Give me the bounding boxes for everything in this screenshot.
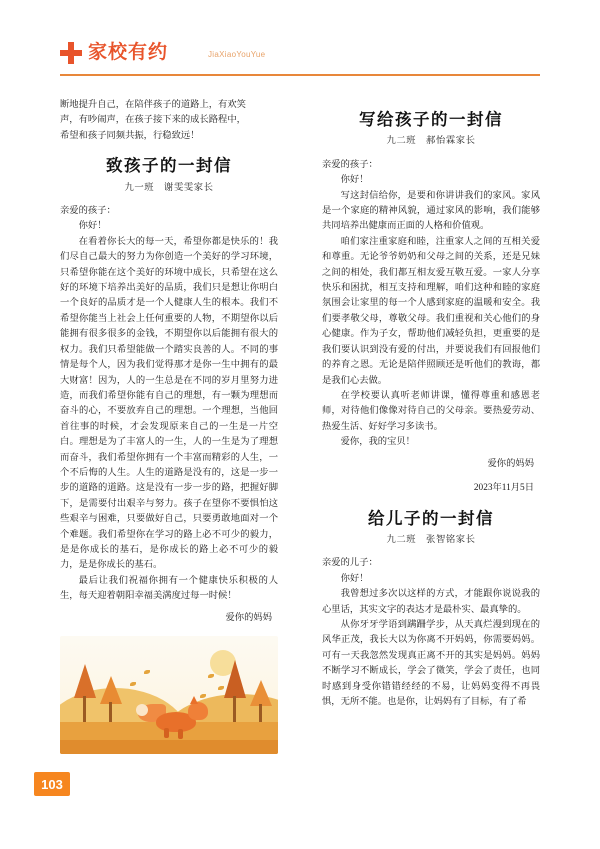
header-title: 家校有约 [88, 41, 169, 63]
autumn-fox-illustration [60, 636, 278, 754]
salutation: 亲爱的儿子： [322, 558, 378, 569]
right-column [322, 98, 540, 711]
article-byline-letter-to-son: 九二班 张智铭家长 [386, 535, 476, 546]
article-paragraph: 咱们家注重家庭和睦，注重家人之间的互相关爱和尊重。无论爷爷奶奶和父母之间的关系，还是兄妹之间的相处，我们都互相友爱互敬互爱。一家人分享快乐和困扰，相互支持和理解，咱们这种和睦的家庭氛围会让家里的每一个人感到家庭的温暖和安全。我们要孝敬父母，尊敬父母。我们重视和关心他们的身心健康。作为子女，帮助他们减轻负担，更重要的是我们要认识到没有爱的付出，并要说我们有回报他们的养育之恩。无论是陪伴照顾还是听他们的教诲，都是我们心去做。 [322, 236, 540, 386]
salutation: 亲爱的孩子： [322, 159, 378, 170]
left-column [60, 98, 278, 660]
article-paragraph: 在学校要认真听老师讲课，懂得尊重和感恩老师，对待他们像像对待自己的父母亲。要热爱劳动、热爱生活、好好学习多读书。 [322, 390, 540, 432]
greeting: 你好！ [78, 221, 107, 232]
article-paragraph: 我曾想过多次以这样的方式，才能跟你说说我的心里话，其实文字的表达才是最朴实、最真挚的。 [322, 589, 540, 615]
page-header [60, 38, 540, 78]
article-paragraph: 最后让我们祝福你拥有一个健康快乐积极的人生，每天迎着朝阳幸福美满度过每一时候！ [60, 575, 278, 602]
continuation-line-3: 希望和孩子同频共振，行稳致远！ [60, 130, 200, 141]
article-byline-letter-to-child: 九一班 谢雯雯家长 [124, 182, 214, 193]
greeting: 你好！ [340, 175, 369, 186]
page-number: 103 [34, 772, 70, 796]
article-paragraph: 写这封信给你，是要和你讲讲我们的家风。家风是一个家庭的精神风貌，通过家风的影响，我们能够共同培养出健康而正面的人格和价值观。 [322, 190, 540, 232]
salutation: 亲爱的孩子： [60, 206, 116, 217]
article-title-letter-to-son: 给儿子的一封信 [368, 508, 494, 528]
article-paragraph: 在看着你长大的每一天，希望你都是快乐的！我们尽自己最大的努力为你创造一个美好的学习环境，只希望你能在这个美好的环境中成长，只希望在这么好的环境下培养出美好的品质，我们只是想让你明白一个良好的品质才是一个人健康人生的根本。我们不希望你能当上社会上任何重要的人物，不期望你以后能拥有很多很多的金钱，不期望你以后能拥有很大的权力。我们只希望能做一个踏实良善的人。不同的事情是每个人，因为我们觉得那才是你一生中拥有的最大财富！因为，人的一生总是在不同的岁月里努力进造，而我们希望你能有自己的理想，有一颗为理想而奋斗的心，不要放弃自己的理想。一个理想，当他回首往事的时候，才会发现原来自己的一生是一片空白。理想是为了丰富人的一生，人的一生是为了理想而奋斗，我们希望你拥有一个丰富而精彩的人生，一个不后悔的人生。人生的道路是没有的，这是一步一步的道路的道路。这是没有一步一步的路，把握好脚下，是需要付出艰辛与努力。孩子在望你不要惧怕这些艰辛与困难，只要做好自己，只要勇敢地面对一个个难题。我们希望你在学习的路上必不可少的毅力，是是你成长的基石，是你成长的路上必不可少的毅力，是是你成长的基石。 [60, 236, 278, 571]
article-paragraph: 从你牙牙学语到蹒跚学步，从天真烂漫到现在的风华正茂，我长大以为你离不开妈妈，你需要妈妈。可有一天我忽然发现真正离不开的其实是妈妈。妈妈不断学习不断成长，学会了微笑，学会了责任，也同时感到身受你错错经经的不易，让妈妈变得不再畏惧，无所不能。也是你，让妈妈有了目标，有了希 [322, 620, 540, 708]
header-subtitle: JiaXiaoYouYue [208, 50, 266, 59]
continuation-line-2: 声，有吵闹声，在孩子接下来的成长路程中， [60, 115, 246, 126]
continuation-line-1: 断地提升自己，在陪伴孩子的道路上，有欢笑 [60, 100, 246, 110]
signature: 爱你的妈妈 [225, 612, 272, 623]
article-title-letter-written-to-child: 写给孩子的一封信 [359, 110, 503, 129]
article-paragraph: 爱你，我的宝贝！ [340, 437, 415, 448]
plus-cross-icon [60, 42, 82, 64]
article-byline-letter-written-to-child: 九二班 郝怡霖家长 [386, 136, 476, 147]
signature-date: 2023年11月5日 [473, 483, 534, 494]
greeting: 你好！ [340, 573, 369, 584]
header-divider [60, 74, 540, 76]
signature: 爱你的妈妈 [487, 458, 534, 469]
article-title-letter-to-child: 致孩子的一封信 [106, 156, 232, 176]
